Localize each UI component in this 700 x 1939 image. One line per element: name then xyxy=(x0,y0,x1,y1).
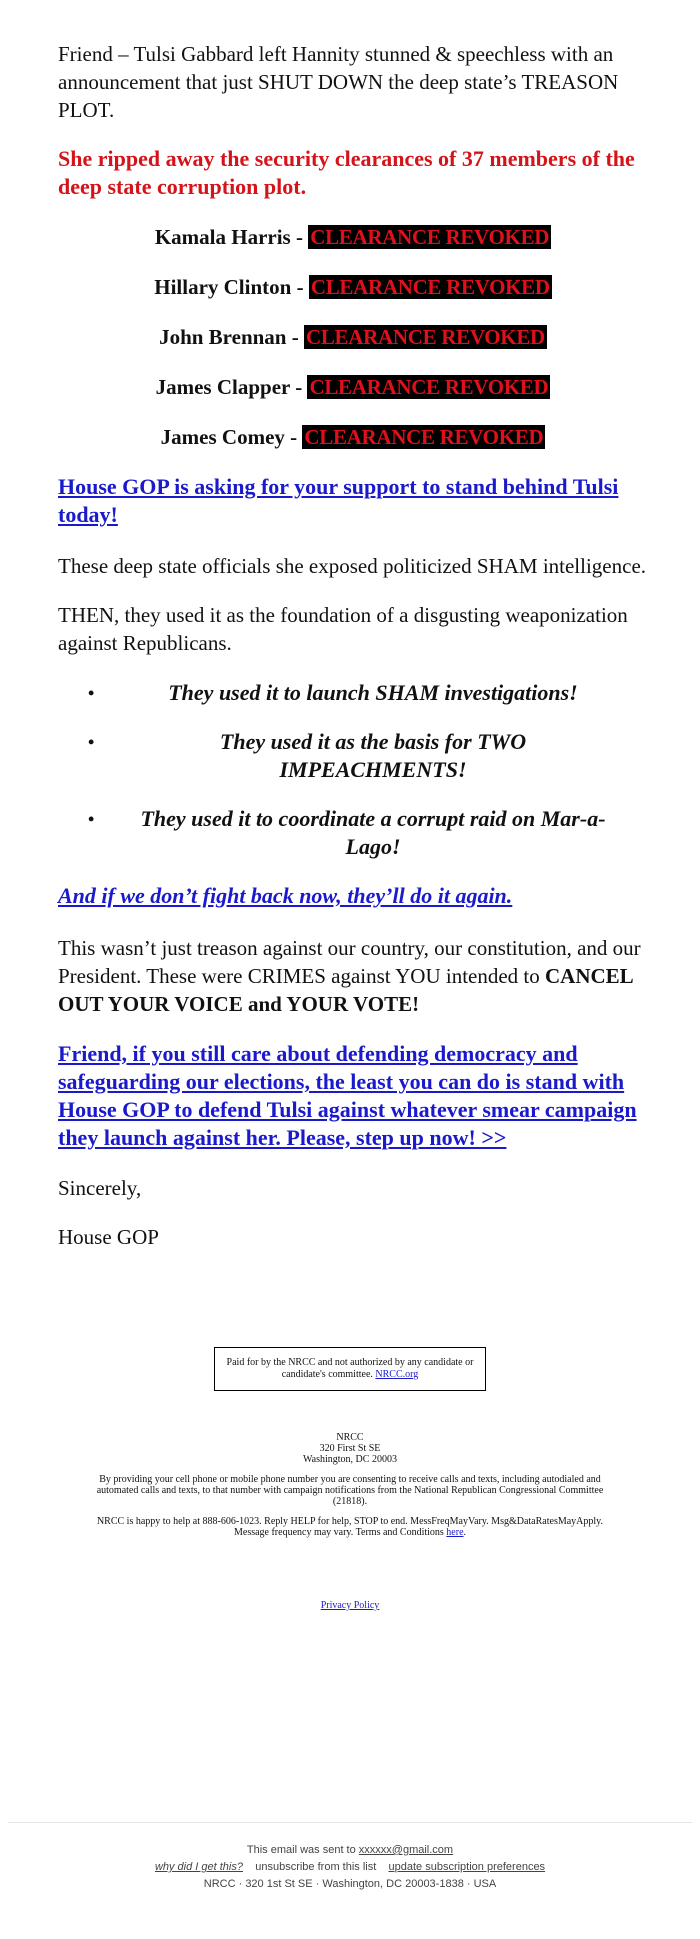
help-text: NRCC is happy to help at 888-606-1023. Reply HELP for help, STOP to end. MessFreqMayVary. Msg&DataRatesMayApply. Message frequency may vary. Terms and Conditions here. xyxy=(96,1516,604,1538)
support-tulsi-link[interactable]: House GOP is asking for your support to stand behind Tulsi today! xyxy=(58,474,619,527)
disclaimer-text: Paid for by the NRCC and not authorized by any candidate or candidate's committee. xyxy=(226,1357,474,1380)
revoked-name: James Comey - xyxy=(160,425,298,449)
revoked-badge: CLEARANCE REVOKED xyxy=(310,225,550,249)
list-item-text: They used it to launch SHAM investigations! xyxy=(168,680,578,705)
revoked-badge: CLEARANCE REVOKED xyxy=(310,275,550,299)
why-did-i-get-this-link[interactable]: why did I get this? xyxy=(154,1861,243,1873)
update-preferences-link[interactable]: update subscription preferences xyxy=(388,1861,546,1873)
list-item-text: They used it to coordinate a corrupt raid on Mar-a-Lago! xyxy=(140,806,606,859)
revoked-badge: CLEARANCE REVOKED xyxy=(305,325,545,349)
recipient-email-link[interactable]: xxxxxx@gmail.com xyxy=(358,1844,454,1856)
list-item-text: They used it as the basis for TWO IMPEACHMENTS! xyxy=(219,729,527,782)
paragraph-text: This wasn’t just treason against our country, our constitution, and our President. These were CRIMES against YOU intended to xyxy=(58,936,641,988)
list-item xyxy=(58,805,648,861)
revoked-name: Hillary Clinton - xyxy=(154,275,304,299)
divider xyxy=(8,1822,692,1823)
privacy-section xyxy=(0,1600,700,1611)
sent-to-line xyxy=(0,1842,700,1859)
paragraph: These deep state officials she exposed politicized SHAM intelligence. xyxy=(58,554,647,578)
mailchimp-footer xyxy=(0,1842,700,1893)
bullet-list xyxy=(58,679,648,861)
intro-paragraph: Friend – Tulsi Gabbard left Hannity stunned & speechless with an announcement that just SHUT DOWN the deep state’s TREASON PLOT. xyxy=(58,42,619,122)
list-item xyxy=(58,679,648,707)
paid-for-disclaimer xyxy=(214,1347,486,1391)
revoked-badge: CLEARANCE REVOKED xyxy=(304,425,544,449)
revoked-row xyxy=(58,323,648,351)
bullet-icon: • xyxy=(88,809,95,829)
revoked-name: James Clapper - xyxy=(155,375,303,399)
footer-links xyxy=(0,1859,700,1876)
signoff: Sincerely, xyxy=(58,1176,142,1200)
revoked-row xyxy=(58,373,648,401)
help-text-body: NRCC is happy to help at 888-606-1023. Reply HELP for help, STOP to end. MessFreqMayVary. Msg&DataRatesMayApply. Message frequency may vary. Terms and Conditions xyxy=(96,1516,604,1538)
privacy-policy-link[interactable]: Privacy Policy xyxy=(320,1600,380,1611)
bullet-icon: • xyxy=(88,683,95,703)
sent-to-label: This email was sent to xyxy=(246,1844,356,1856)
bullet-icon: • xyxy=(88,732,95,752)
nrcc-link[interactable]: NRCC.org xyxy=(375,1369,419,1380)
legal-footer xyxy=(90,1432,610,1538)
org-name: NRCC xyxy=(336,1432,364,1443)
unsubscribe-link[interactable]: unsubscribe from this list xyxy=(255,1861,377,1873)
org-city: Washington, DC 20003 xyxy=(303,1454,397,1465)
signature: House GOP xyxy=(58,1225,159,1249)
red-headline: She ripped away the security clearances of 37 members of the deep state corruption plot. xyxy=(58,146,635,199)
list-item xyxy=(58,728,648,784)
terms-link[interactable]: here xyxy=(446,1527,464,1538)
paragraph xyxy=(58,934,648,1018)
revoked-name: Kamala Harris - xyxy=(154,225,303,249)
org-street: 320 First St SE xyxy=(319,1443,381,1454)
fight-back-link[interactable]: And if we don’t fight back now, they’ll do it again. xyxy=(58,883,513,908)
footer-address: NRCC · 320 1st St SE · Washington, DC 20003-1838 · USA xyxy=(203,1878,497,1890)
bold-text: CANCEL OUT YOUR VOICE and YOUR VOTE! xyxy=(58,964,633,1016)
email-body xyxy=(58,40,648,1251)
sms-consent: By providing your cell phone or mobile phone number you are consenting to receive calls and texts, including autodialed and automated calls and texts, to that number with campaign notifications from the National Republican Congressional Committee (21818). xyxy=(96,1474,604,1507)
paragraph: THEN, they used it as the foundation of a disgusting weaponization against Republicans. xyxy=(58,603,628,655)
revoked-badge: CLEARANCE REVOKED xyxy=(309,375,549,399)
revoked-name: John Brennan - xyxy=(159,325,299,349)
step-up-link[interactable]: Friend, if you still care about defending democracy and safeguarding our elections, the least you can do is stand with House GOP to defend Tulsi against whatever smear campaign they launch against her. Please, step up now! >> xyxy=(58,1041,637,1150)
revoked-row xyxy=(58,273,648,301)
revoked-row xyxy=(58,423,648,451)
revoked-row xyxy=(58,223,648,251)
